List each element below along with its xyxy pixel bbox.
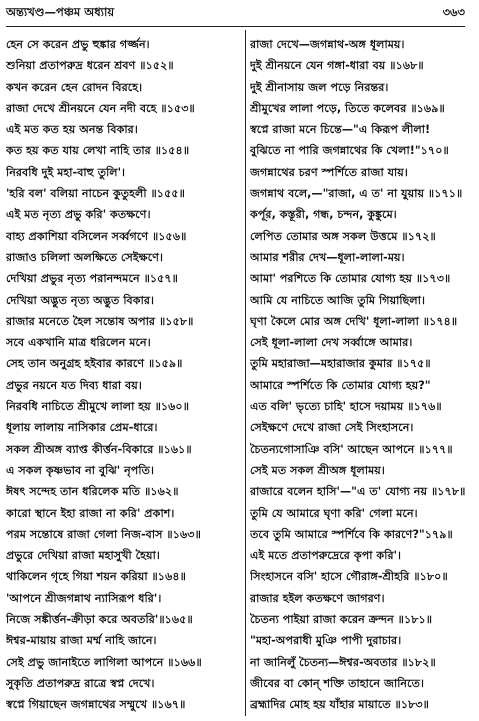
column-divider bbox=[245, 30, 246, 716]
running-header bbox=[6, 4, 465, 27]
verse-line: সেই মত সকল শ্রীঅঙ্গ ধূলাময়। bbox=[250, 463, 385, 477]
verse-line: নিজে সঙ্কীর্ত্তন-ক্রীড়া করে অবতরি'॥১৬৫॥ bbox=[6, 613, 193, 627]
verse-line: কর্পূর, কস্তূরী, গন্ধ, চন্দন, কুঙ্কুমে। bbox=[250, 208, 397, 222]
verse-line: না জানিলুঁ চৈতন্য—ঈশ্বর-অবতার ॥১৮২॥ bbox=[250, 655, 436, 669]
verse-line: তবে তুমি আমারে স্পর্শিবে কি কারণে?"১৭৯॥ bbox=[250, 527, 453, 541]
verse-line: সবে একখানি মাত্র ধরিলেন মনে। bbox=[6, 336, 151, 350]
verse-line: সকল শ্রীঅঙ্গ ব্যাপ্ত কীর্ত্তন-বিকারে ॥১৬১॥ bbox=[6, 442, 192, 456]
verse-line: ধূলায় লালায় নাসিকার প্রেম-ধারে। bbox=[6, 421, 158, 435]
verse-line: 'আপনে শ্রীজগন্নাথ ন্যাসিরূপ ধরি'। bbox=[6, 591, 162, 605]
verse-line: "মহা-অপরাধী মুঞি পাপী দুরাচার। bbox=[250, 634, 402, 648]
verse-line: আমি যে নাচিতে আজি তুমি গিয়াছিলা। bbox=[250, 293, 425, 307]
verse-line: চৈতন্য পাইয়া রাজা করেন ক্রন্দন ॥১৮১॥ bbox=[250, 613, 433, 627]
verse-line: কখন করেন হেন রোদন বিরহে। bbox=[6, 80, 143, 94]
verse-line: প্রভুর নয়নে যত দিব্য ধারা বয়। bbox=[6, 378, 142, 392]
verse-line: রাজাও চলিলা অলক্ষিতে সেইক্ষণে। bbox=[6, 250, 163, 264]
verse-line: এই মত কত হয় অনন্ত বিকার। bbox=[6, 123, 138, 137]
verse-line: জগন্নাথের চরণ স্পর্শিতে রাজা যায়। bbox=[250, 165, 408, 179]
verse-line: ঈশ্বর-মায়ায় রাজা মর্ম্ম নাহি জানে। bbox=[6, 634, 157, 648]
verse-line: চৈতন্যগোসাঞি বসি' আছেন আপনে ॥১৭৭॥ bbox=[250, 442, 453, 456]
page-number: ৩৬৩ bbox=[442, 5, 465, 19]
verse-line: এই মতে প্রতাপরুদ্রেরে কৃপা করি'। bbox=[250, 549, 402, 563]
verse-line: 'হরি বল' বলিয়া নাচেন কুতুহলী ॥১৫৫॥ bbox=[6, 187, 185, 201]
left-column bbox=[6, 34, 238, 716]
verse-line: কত হয় কত যায় লেখা নাহি তার ॥১৫৪॥ bbox=[6, 144, 190, 158]
verse-line: রাজা দেখে শ্রীনয়নে যেন নদী বহে ॥১৫৩॥ bbox=[6, 101, 195, 115]
verse-line: সেই ধূলা-লালা দেখ সর্ব্বাঙ্গে আমার। bbox=[250, 336, 413, 350]
verse-line: নিরবধি নাচিতে শ্রীমুখে লালা হয় ॥১৬০॥ bbox=[6, 400, 190, 414]
verse-line: পরম সন্তোষে রাজা গেলা নিজ-বাস ॥১৬৩॥ bbox=[6, 527, 201, 541]
right-column bbox=[250, 34, 474, 716]
verse-line: দুই শ্রীনাসায় জল পড়ে নিরন্তর। bbox=[250, 80, 389, 94]
verse-line: সেহ তান অনুগ্রহ হইবার কারণে ॥১৫৯॥ bbox=[6, 357, 183, 371]
verse-line: হেন সে করেন প্রভু হুঙ্কার গর্জ্জন। bbox=[6, 38, 150, 51]
verse-line: জীবের বা কোন্ শক্তি তাহানে জানিতে। bbox=[250, 676, 424, 690]
verse-line: এত বলি' ভৃত্যে চাহি' হাসে দয়াময় ॥১৭৬॥ bbox=[250, 400, 442, 414]
running-title: অন্ত্যখণ্ড—পঞ্চম অধ্যায় bbox=[6, 5, 115, 19]
verse-line: লেপিত তোমার অঙ্গ সকল উত্তমে ॥১৭২॥ bbox=[250, 229, 436, 243]
verse-line: জগন্নাথ বলে,—"রাজা, এ ত' না যুয়ায় ॥১৭১॥ bbox=[250, 187, 463, 201]
verse-line: আমা' পরশিতে কি তোমার যোগ্য হয় ॥১৭৩॥ bbox=[250, 272, 451, 286]
verse-line: বাহ্য প্রকাশিয়া বসিলেন সর্ব্বগণে ॥১৫৬॥ bbox=[6, 229, 187, 243]
verse-line: শুনিয়া প্রতাপরুদ্র ধরেন শ্রবণ ॥১৫২॥ bbox=[6, 59, 174, 73]
verse-line: রাজা দেখে—জগন্নাথ-অঙ্গ ধূলাময়। bbox=[250, 38, 405, 51]
verse-line: ঈষৎ সন্দেহ তান ধরিলেক মতি ॥১৬২॥ bbox=[6, 485, 179, 499]
verse-line: স্বপ্নে রাজা মনে চিন্তে—"এ কিরূপ লীলা! bbox=[250, 123, 431, 137]
verse-line: সুকৃতি প্রতাপরুদ্র রাত্রে স্বপ্ন দেখে। bbox=[6, 676, 155, 690]
verse-line: প্রভুরে দেখিয়া রাজা মহাসুখী হৈয়া। bbox=[6, 549, 160, 563]
verse-line: বুঝিতে না পারি জগন্নাথের কি খেলা!"১৭০॥ bbox=[250, 144, 449, 158]
verse-line: দেখিয়া অদ্ভুত নৃত্য অদ্ভুত বিকার। bbox=[6, 293, 154, 307]
verse-line: এই মত নৃত্য প্রভু করি' কতক্ষণে। bbox=[6, 208, 151, 222]
verse-line: এ সকল কৃষ্ণভাব না বুঝি' নৃপতি। bbox=[6, 463, 154, 477]
verse-line: স্বপ্নে গিয়াছেন জগন্নাথের সম্মুখে ॥১৬৭॥ bbox=[6, 698, 186, 712]
verse-line: সেই প্রভু জানাইতে লাগিলা আপনে ॥১৬৬॥ bbox=[6, 655, 202, 669]
verse-line: শ্রীমুখের লালা পড়ে, তিতে কলেবর ॥১৬৯॥ bbox=[250, 101, 445, 115]
verse-line: কারো স্থানে ইহা রাজা না করি' প্রকাশ। bbox=[6, 506, 175, 520]
verse-line: থাকিলেন গৃহে গিয়া শয়ন করিয়া ॥১৬৪॥ bbox=[6, 570, 186, 584]
verse-line: নিরবধি দুই মহা-বাহু তুলি'। bbox=[6, 165, 126, 179]
verse-line: রাজারে বলেন হাসি'—"এ ত' যোগ্য নয় ॥১৭৮॥ bbox=[250, 485, 466, 499]
verse-line: সিংহাসনে বসি' হাসে গৌরাঙ্গ-শ্রীহরি ॥১৮০॥ bbox=[250, 570, 448, 584]
verse-line: তুমি মহারাজা—মহারাজার কুমার ॥১৭৫॥ bbox=[250, 357, 431, 371]
verse-line: ঘৃণা কৈলে মোর অঙ্গ দেখি' ধূলা-লালা ॥১৭৪॥ bbox=[250, 314, 458, 328]
verse-line: ব্রহ্মাদির মোহ হয় যাঁহার মায়াতে ॥১৮৩॥ bbox=[250, 698, 429, 712]
verse-line: দেখিয়া প্রভুর নৃত্য পরানন্দমনে ॥১৫৭॥ bbox=[6, 272, 179, 286]
verse-line: সেইক্ষণে দেখে রাজা সেই সিংহাসনে। bbox=[250, 421, 414, 435]
verse-line: দুই শ্রীনয়নে যেন গঙ্গা-ধারা বয় ॥১৬৮॥ bbox=[250, 59, 424, 73]
verse-line: রাজার হইল কতক্ষণে জাগরণ। bbox=[250, 591, 385, 605]
verse-line: আমার শরীর দেখ—ধূলা-লালা-ময়। bbox=[250, 250, 405, 264]
verse-line: আমারে স্পর্শিতে কি তোমার যোগ্য হয়?" bbox=[250, 378, 431, 392]
verse-line: রাজার মনেতে হৈল সন্তোষ অপার ॥১৫৮॥ bbox=[6, 314, 194, 328]
verse-line: তুমি যে আমারে ঘৃণা করি' গেলা মনে। bbox=[250, 506, 418, 520]
